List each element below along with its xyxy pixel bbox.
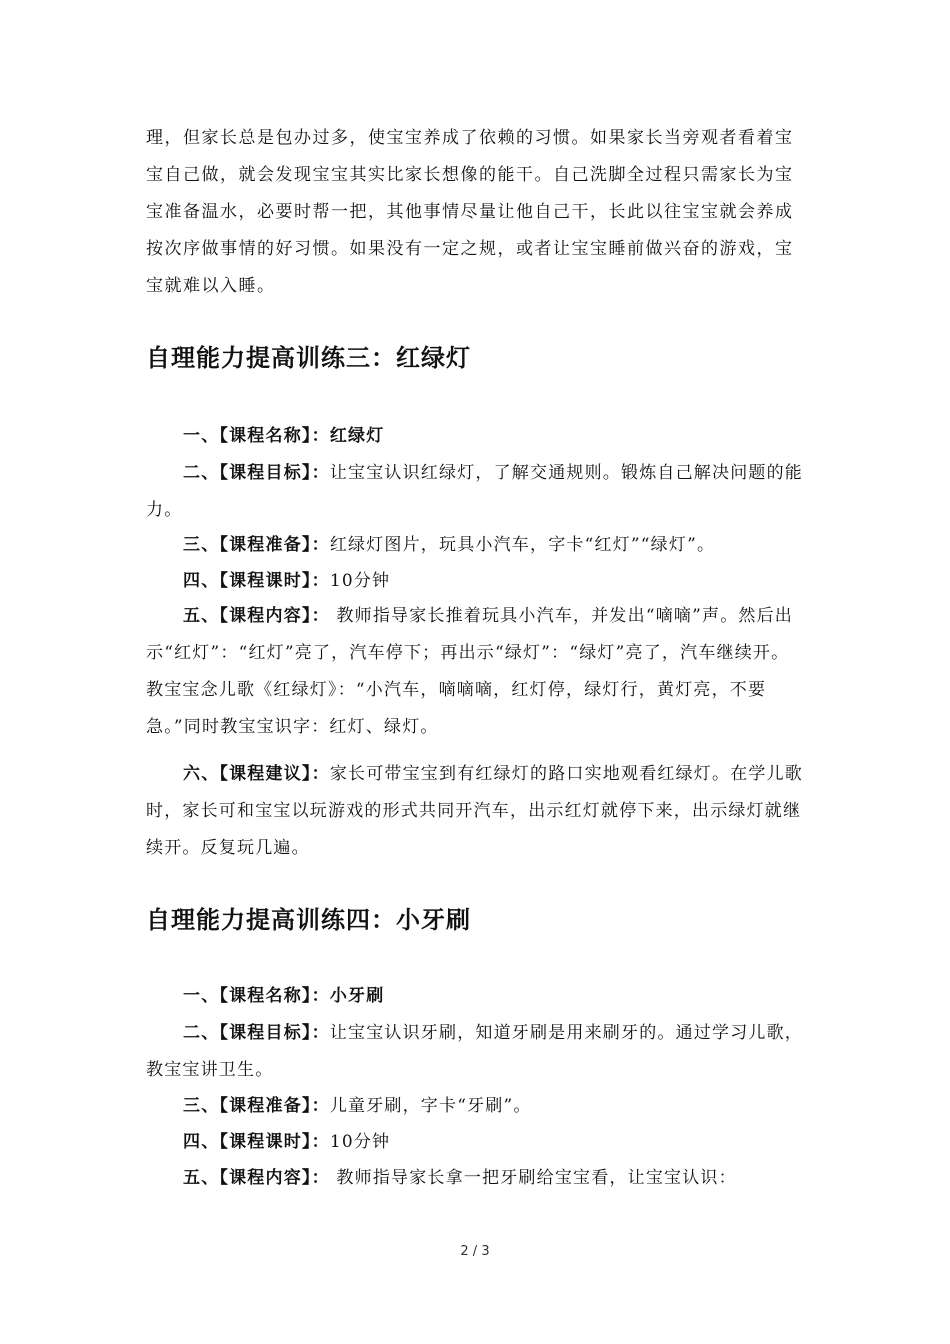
item-label: 二、【课程目标】： [183, 1023, 330, 1043]
item-label: 四、【课程课时】： [183, 1132, 330, 1152]
section4-item-content [146, 1160, 806, 1197]
section3-item-content [146, 598, 806, 746]
item-text: 教师指导家长拿一把牙刷给宝宝看，让宝宝认识： [329, 1168, 737, 1188]
item-label: 五、【课程内容】： [183, 606, 330, 626]
intro-paragraph: 理，但家长总是包办过多，使宝宝养成了依赖的习惯。如果家长当旁观者看着宝宝自己做，就会发现宝宝其实比家长想像的能干。自己洗脚全过程只需家长为宝宝准备温水，必要时帮一把，其他事情尽量让他自己干，长此以往宝宝就会养成按次序做事情的好习惯。如果没有一定之规，或者让宝宝睡前做兴奋的游戏，宝宝就难以入睡。 [146, 128, 794, 296]
section3-heading: 自理能力提高训练三：红绿灯 [146, 344, 471, 372]
section3-item-prep [146, 527, 806, 564]
item-text: 红绿灯 [329, 426, 385, 446]
section3-item-advice [146, 756, 806, 867]
section4-item-prep [146, 1088, 806, 1125]
page-number: 2 / 3 [460, 1244, 490, 1259]
item-label: 三、【课程准备】： [183, 1096, 330, 1116]
section4-item-duration [146, 1124, 806, 1161]
item-text: 10分钟 [329, 1132, 391, 1152]
item-text: 红绿灯图片，玩具小汽车，字卡“红灯”“绿灯”。 [329, 535, 716, 555]
section4-item-goal [146, 1015, 806, 1089]
item-label: 四、【课程课时】： [183, 571, 330, 591]
item-text: 让宝宝认识红绿灯，了解交通规则。锻炼自己解决问题的能力。 [146, 463, 804, 520]
item-label: 一、【课程名称】： [183, 426, 330, 446]
section3-item-duration [146, 563, 806, 600]
item-label: 二、【课程目标】： [183, 463, 330, 483]
item-text: 儿童牙刷，字卡“牙刷”。 [329, 1096, 532, 1116]
item-text: 让宝宝认识牙刷，知道牙刷是用来刷牙的。通过学习儿歌，教宝宝讲卫生。 [146, 1023, 804, 1080]
section4-heading: 自理能力提高训练四：小牙刷 [146, 906, 471, 934]
item-text: 教师指导家长推着玩具小汽车，并发出“嘀嘀”声。然后出示“红灯”：“红灯”亮了，汽车停下；再出示“绿灯”：“绿灯”亮了，汽车继续开。教宝宝念儿歌《红绿灯》：“小汽车，嘀嘀嘀，红灯停，绿灯行，黄灯亮，不要急。”同时教宝宝识字：红灯、绿灯。 [146, 606, 793, 737]
section3-item-name [146, 418, 806, 455]
item-label: 六、【课程建议】： [183, 764, 330, 784]
item-text: 10分钟 [329, 571, 391, 591]
item-text: 家长可带宝宝到有红绿灯的路口实地观看红绿灯。在学儿歌时，家长可和宝宝以玩游戏的形式共同开汽车，出示红灯就停下来，出示绿灯就继续开。反复玩几遍。 [146, 764, 804, 858]
item-label: 一、【课程名称】： [183, 986, 330, 1006]
item-label: 五、【课程内容】： [183, 1168, 330, 1188]
section4-item-name [146, 978, 806, 1015]
item-text: 小牙刷 [329, 986, 385, 1006]
item-label: 三、【课程准备】： [183, 535, 330, 555]
section3-item-goal [146, 455, 806, 529]
